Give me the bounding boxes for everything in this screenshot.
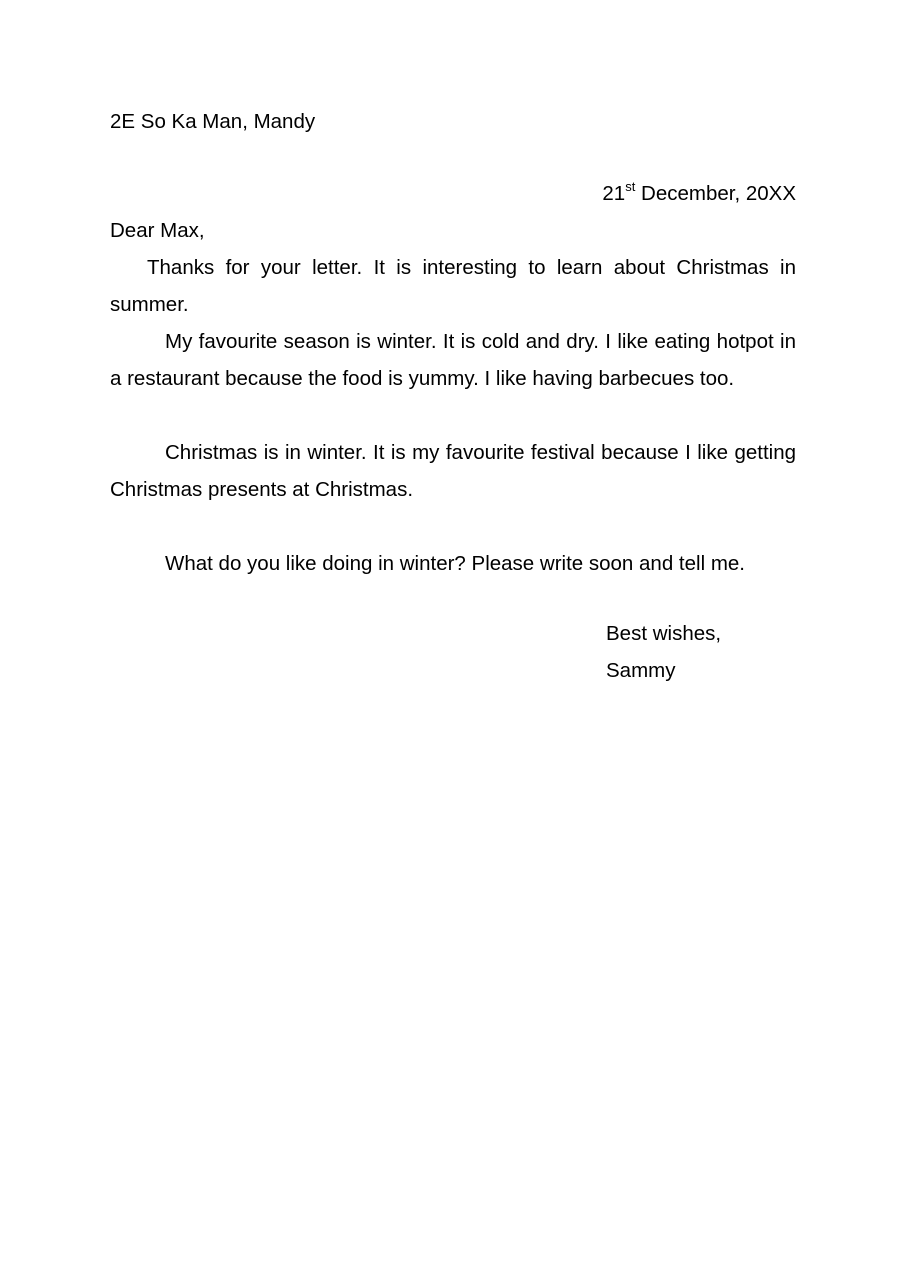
greeting: Dear Max, [110,219,205,242]
date-day: 21 [602,182,626,205]
closing-phrase: Best wishes, [606,622,722,645]
letter-date [110,175,796,212]
signature: Sammy [606,659,676,682]
paragraph-favourite-season: My favourite season is winter. It is cold and dry. I like eating hotpot in a restaurant because the food is yummy. I like having barbecues too. [110,330,796,390]
paragraph-thanks: Thanks for your letter. It is interesting to learn about Christmas in summer. [110,256,796,316]
student-name-line: 2E So Ka Man, Mandy [110,110,316,133]
paragraph-christmas: Christmas is in winter. It is my favourite festival because I like getting Christmas presents at Christmas. [110,441,796,501]
paragraph-question: What do you like doing in winter? Please write soon and tell me. [165,552,746,575]
date-month-year: December, 20XX [635,182,796,205]
closing-block [606,615,806,689]
date-ordinal: st [625,179,636,194]
letter-body [110,103,796,682]
